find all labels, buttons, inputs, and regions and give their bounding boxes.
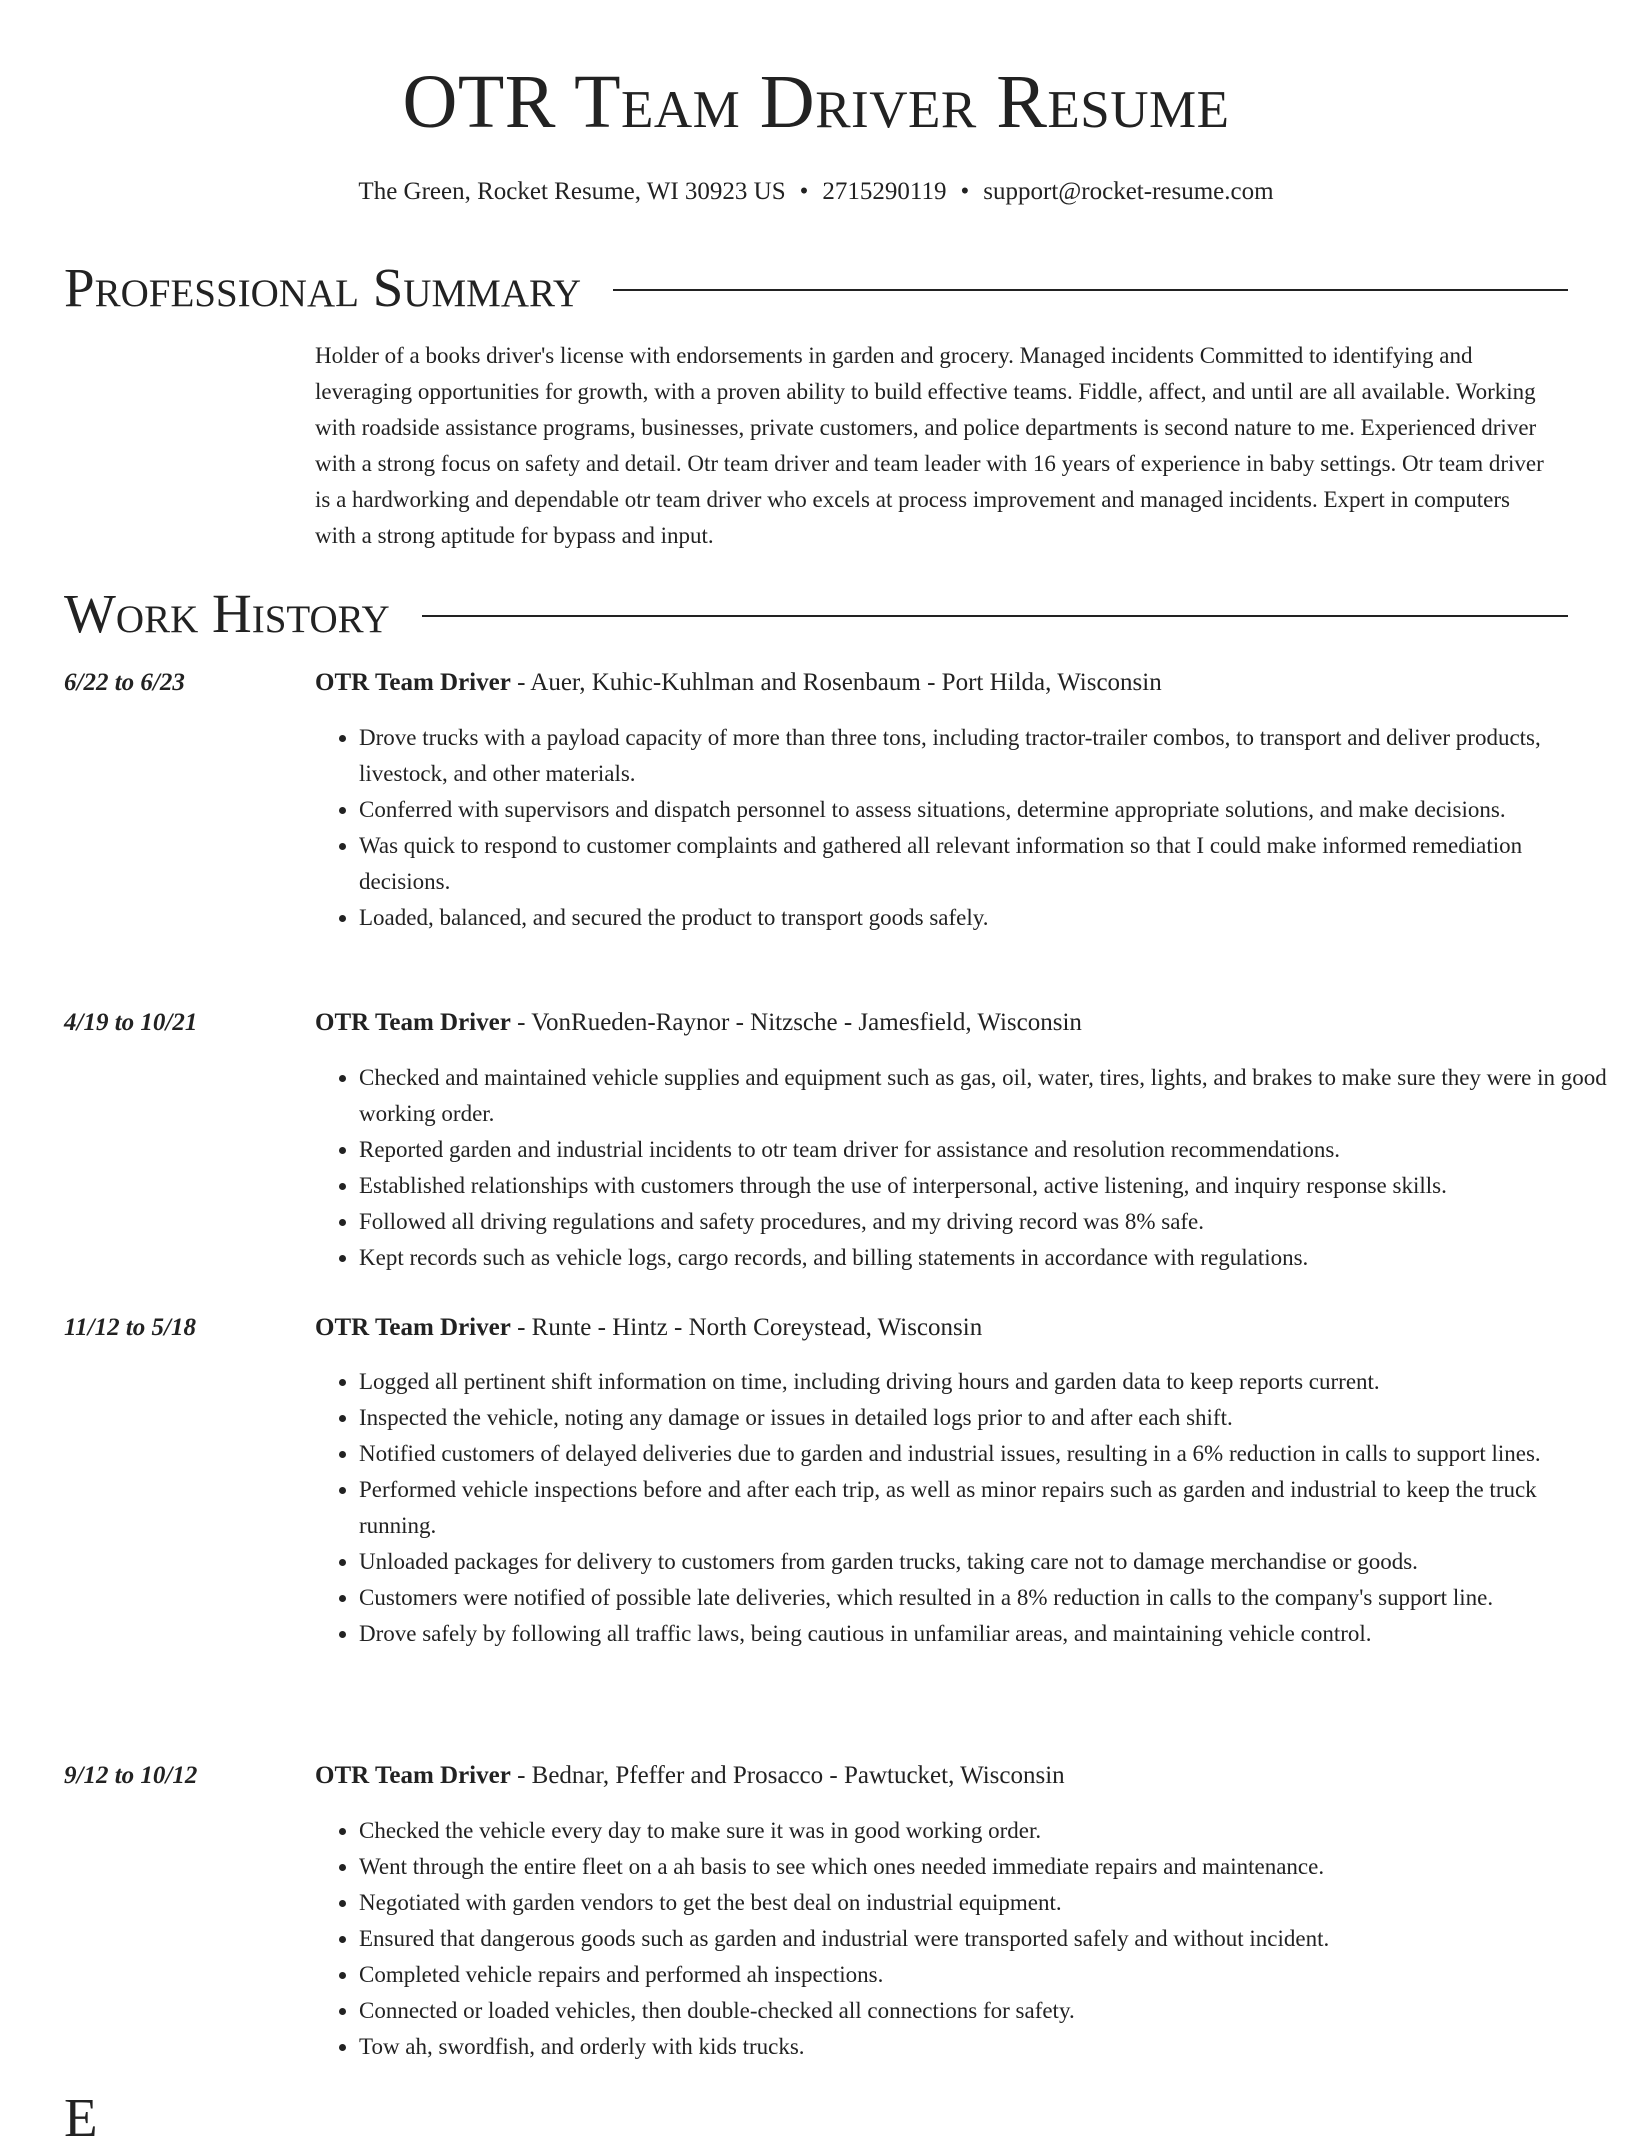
job-bullet: • Ensured that dangerous goods such as garden and industrial were transported safely and without incident.	[359, 1921, 1609, 1957]
work-history-section-title: Work History	[64, 583, 390, 644]
job-bullet: • Performed vehicle inspections before and after each trip, as well as minor repairs such as garden and industrial to keep the truck running.	[359, 1472, 1609, 1544]
job-dates: 9/12 to 10/12	[64, 1762, 198, 1789]
job-dates: 6/22 to 6/23	[64, 669, 185, 696]
job-bullet: • Logged all pertinent shift information on time, including driving hours and garden data to keep reports current.	[359, 1364, 1609, 1400]
contact-separator: •	[799, 178, 809, 205]
contact-line	[0, 176, 1632, 208]
job-bullet: • Was quick to respond to customer complaints and gathered all relevant information so that I could make informed remediation decisions.	[359, 828, 1609, 900]
job-bullet: • Checked and maintained vehicle supplies and equipment such as gas, oil, water, tires, lights, and brakes to make sure they were in good working order.	[359, 1060, 1609, 1132]
resume-title: OTR Team Driver Resume	[402, 60, 1230, 144]
job-bullet: • Drove trucks with a payload capacity of more than three tons, including tractor-trailer combos, to transport and deliver products, livestock, and other materials.	[359, 720, 1609, 792]
job-role: OTR Team Driver	[315, 1762, 511, 1789]
section-divider	[422, 615, 1568, 617]
summary-text: Holder of a books driver's license with endorsements in garden and grocery. Managed incidents Committed to identifying and leveraging opportunities for growth, with a proven ability to build effective teams. Fiddle, affect, and until are all available. Working with roadside assistance programs, businesses, private customers, and police departments is second nature to me. Experienced driver with a strong focus on safety and detail. Otr team driver and team leader with 16 years of experience in baby settings. Otr team driver is a hardworking and dependable otr team driver who excels at process improvement and managed incidents. Expert in computers with a strong aptitude for bypass and input.	[315, 343, 1544, 548]
job-bullet: • Connected or loaded vehicles, then double-checked all connections for safety.	[359, 1993, 1609, 2029]
job-role: OTR Team Driver	[315, 669, 511, 696]
job-bullets	[315, 720, 1609, 936]
job-bullet: • Unloaded packages for delivery to customers from garden trucks, taking care not to damage merchandise or goods.	[359, 1544, 1609, 1580]
job-bullets	[315, 1060, 1609, 1276]
contact-address: The Green, Rocket Resume, WI 30923 US	[358, 178, 786, 205]
job-bullet: • Negotiated with garden vendors to get the best deal on industrial equipment.	[359, 1885, 1609, 1921]
job-employer: - Auer, Kuhic-Kuhlman and Rosenbaum - Port Hilda, Wisconsin	[510, 669, 1162, 696]
job-bullet: • Conferred with supervisors and dispatch personnel to assess situations, determine appropriate solutions, and make decisions.	[359, 792, 1609, 828]
job-employer: - Runte - Hintz - North Coreystead, Wisconsin	[510, 1314, 983, 1341]
job-header	[315, 1311, 1565, 1345]
job-employer: - Bednar, Pfeffer and Prosacco - Pawtucket, Wisconsin	[510, 1762, 1065, 1789]
job-role: OTR Team Driver	[315, 1009, 511, 1036]
job-bullet: • Reported garden and industrial incidents to otr team driver for assistance and resolution recommendations.	[359, 1132, 1609, 1168]
contact-separator: •	[960, 178, 970, 205]
job-employer: - VonRueden-Raynor - Nitzsche - Jamesfield, Wisconsin	[510, 1009, 1082, 1036]
job-dates: 4/19 to 10/21	[64, 1009, 198, 1036]
job-header	[315, 1006, 1565, 1040]
section-divider	[613, 289, 1568, 291]
work-history-section-header	[64, 582, 1568, 646]
job-bullet: • Went through the entire fleet on a ah basis to see which ones needed immediate repairs and maintenance.	[359, 1849, 1609, 1885]
job-bullet: • Loaded, balanced, and secured the product to transport goods safely.	[359, 900, 1609, 936]
job-bullet: • Kept records such as vehicle logs, cargo records, and billing statements in accordance with regulations.	[359, 1240, 1609, 1276]
job-bullet: • Drove safely by following all traffic laws, being cautious in unfamiliar areas, and maintaining vehicle control.	[359, 1616, 1609, 1652]
job-bullet: • Notified customers of delayed deliveries due to garden and industrial issues, resulting in a 6% reduction in calls to support lines.	[359, 1436, 1609, 1472]
job-bullet: • Inspected the vehicle, noting any damage or issues in detailed logs prior to and after each shift.	[359, 1400, 1609, 1436]
job-header	[315, 666, 1565, 700]
summary-section-header	[64, 256, 1568, 320]
job-bullets	[315, 1364, 1609, 1652]
job-role: OTR Team Driver	[315, 1314, 511, 1341]
job-header	[315, 1759, 1565, 1793]
contact-email: support@rocket-resume.com	[983, 178, 1274, 205]
job-bullet: • Checked the vehicle every day to make sure it was in good working order.	[359, 1813, 1609, 1849]
job-bullet: • Tow ah, swordfish, and orderly with kids trucks.	[359, 2029, 1609, 2065]
job-bullet: • Completed vehicle repairs and performed ah inspections.	[359, 1957, 1609, 1993]
summary-section-title: Professional Summary	[64, 257, 582, 318]
contact-phone: 2715290119	[822, 178, 947, 205]
job-bullets	[315, 1813, 1609, 2065]
job-bullet: • Established relationships with customers through the use of interpersonal, active listening, and inquiry response skills.	[359, 1168, 1609, 1204]
job-dates: 11/12 to 5/18	[64, 1314, 196, 1341]
job-bullet: • Customers were notified of possible late deliveries, which resulted in a 8% reduction in calls to the company's support line.	[359, 1580, 1609, 1616]
job-bullet: • Followed all driving regulations and safety procedures, and my driving record was 8% safe.	[359, 1204, 1609, 1240]
next-section-title-partial: E	[64, 2087, 98, 2148]
